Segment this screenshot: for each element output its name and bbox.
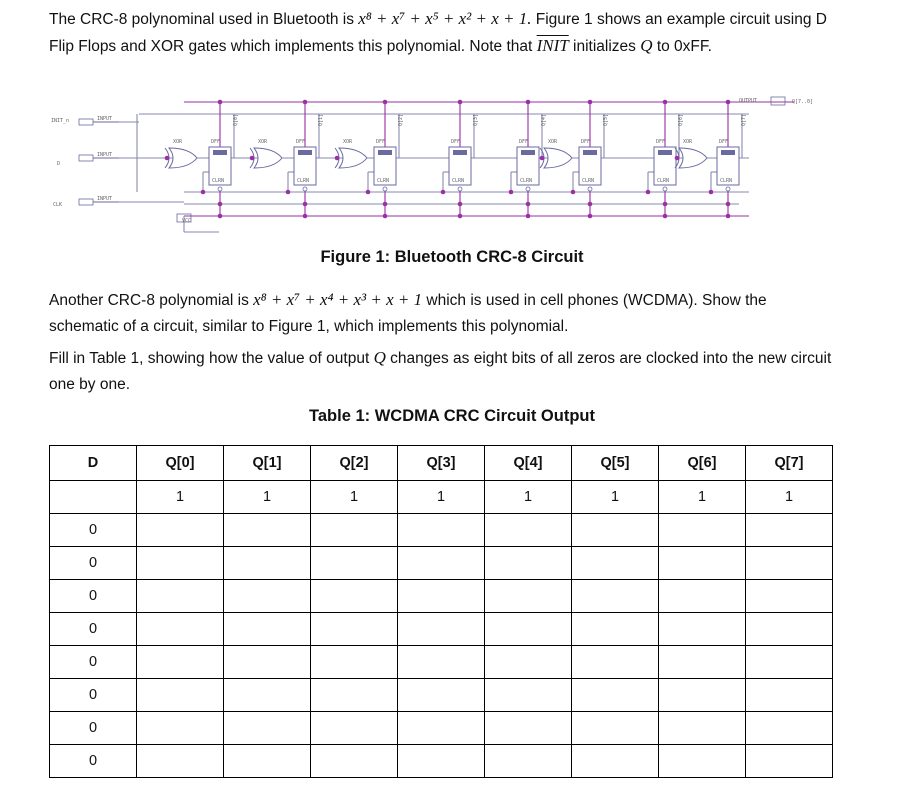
dff-label: DFF: [719, 139, 729, 145]
column-header: Q[4]: [485, 446, 572, 481]
table-cell: 0: [50, 547, 137, 580]
junction-dot: [709, 190, 714, 195]
q-output-label: Q[7..0]: [792, 99, 814, 105]
prn-pin: [213, 150, 227, 155]
table-cell[interactable]: 1: [659, 481, 746, 514]
table-cell[interactable]: [485, 646, 572, 679]
xor-gate: [679, 148, 707, 168]
table-cell[interactable]: [137, 514, 224, 547]
junction-dot: [588, 202, 593, 207]
wcdma-polynomial: x⁸ + x⁷ + x⁴ + x³ + x + 1: [253, 290, 423, 309]
table-row: [50, 712, 833, 745]
table-row: [50, 514, 833, 547]
xor-label: XOR: [173, 139, 183, 145]
junction-dot: [526, 214, 531, 219]
clrn-label: CLRN: [657, 178, 670, 184]
table-cell[interactable]: [485, 580, 572, 613]
junction-dot: [303, 100, 308, 105]
vcc-label: VCC: [182, 218, 192, 224]
clrn-bubble: [726, 187, 730, 191]
table-cell: 0: [50, 712, 137, 745]
table-cell[interactable]: [137, 679, 224, 712]
table-caption: Table 1: WCDMA CRC Circuit Output: [309, 407, 595, 425]
prn-pin: [453, 150, 467, 155]
table-cell[interactable]: 1: [485, 481, 572, 514]
table-cell: 0: [50, 745, 137, 778]
table-cell[interactable]: [398, 679, 485, 712]
dff-label: DFF: [376, 139, 386, 145]
junction-dot: [675, 156, 680, 161]
xor-label: XOR: [258, 139, 268, 145]
clrn-bubble: [526, 187, 530, 191]
table-cell[interactable]: 1: [398, 481, 485, 514]
junction-dot: [383, 100, 388, 105]
table-cell[interactable]: [137, 547, 224, 580]
intro-text-4: to 0xFF.: [652, 38, 712, 55]
junction-dot: [726, 202, 731, 207]
prn-pin: [378, 150, 392, 155]
table-cell[interactable]: [224, 613, 311, 646]
table-cell[interactable]: [137, 613, 224, 646]
table-cell[interactable]: [485, 679, 572, 712]
table-cell[interactable]: [398, 580, 485, 613]
junction-dot: [726, 100, 731, 105]
clrn-bubble: [218, 187, 222, 191]
column-header: Q[3]: [398, 446, 485, 481]
table-cell[interactable]: [311, 712, 398, 745]
table-cell[interactable]: [485, 712, 572, 745]
table-cell: 0: [50, 613, 137, 646]
q-symbol-2: Q: [373, 348, 386, 367]
input-buffer-label: INPUT: [97, 196, 113, 202]
junction-dot: [588, 100, 593, 105]
clrn-label: CLRN: [212, 178, 225, 184]
table-cell: 0: [50, 679, 137, 712]
intro-text-3: initializes: [568, 38, 641, 55]
junction-dot: [335, 156, 340, 161]
table-cell[interactable]: [485, 613, 572, 646]
clrn-label: CLRN: [520, 178, 533, 184]
junction-dot: [663, 202, 668, 207]
xor-gate: [339, 148, 367, 168]
junction-dot: [218, 214, 223, 219]
clrn-bubble: [663, 187, 667, 191]
dff-label: DFF: [211, 139, 221, 145]
table-cell[interactable]: [659, 580, 746, 613]
d-input-label: D: [57, 161, 61, 167]
junction-dot: [458, 100, 463, 105]
table-cell[interactable]: [746, 745, 833, 778]
clrn-label: CLRN: [720, 178, 733, 184]
table-cell: 0: [50, 646, 137, 679]
table-header-row: [50, 446, 833, 481]
table-cell[interactable]: [659, 646, 746, 679]
junction-dot: [286, 190, 291, 195]
q-tap-label: Q[1]: [318, 113, 324, 126]
table-cell[interactable]: [572, 679, 659, 712]
junction-dot: [458, 202, 463, 207]
table-cell: 0: [50, 580, 137, 613]
table-cell[interactable]: [572, 646, 659, 679]
prn-pin: [721, 150, 735, 155]
table-cell[interactable]: [485, 547, 572, 580]
table-cell[interactable]: [659, 514, 746, 547]
junction-dot: [303, 202, 308, 207]
xor-gate: [544, 148, 572, 168]
prn-pin: [658, 150, 672, 155]
table-cell[interactable]: [224, 547, 311, 580]
table-cell[interactable]: [137, 646, 224, 679]
column-header: Q[5]: [572, 446, 659, 481]
table-cell[interactable]: [746, 580, 833, 613]
output-label: OUTPUT: [739, 98, 758, 104]
table-cell[interactable]: [311, 514, 398, 547]
init-input-label: INIT_n: [51, 118, 70, 124]
intro-text-2: Figure 1 shows an example circuit using D Flip Flops and XOR gates which implements this polynomial. Note that: [49, 11, 827, 55]
junction-dot: [526, 100, 531, 105]
xor-gate: [169, 148, 197, 168]
clrn-label: CLRN: [582, 178, 595, 184]
table-row: [50, 646, 833, 679]
table-cell[interactable]: [746, 514, 833, 547]
table-row: [50, 547, 833, 580]
clrn-bubble: [458, 187, 462, 191]
junction-dot: [663, 214, 668, 219]
junction-dot: [366, 190, 371, 195]
table-cell[interactable]: [398, 613, 485, 646]
wcdma-crc-table: [49, 445, 833, 778]
prn-pin: [583, 150, 597, 155]
table-cell[interactable]: [659, 712, 746, 745]
xor-label: XOR: [343, 139, 353, 145]
table-cell[interactable]: [746, 613, 833, 646]
intro-text-1: The CRC-8 polynominal used in Bluetooth is: [49, 11, 359, 28]
table-cell[interactable]: 1: [572, 481, 659, 514]
table-cell[interactable]: [659, 679, 746, 712]
clrn-bubble: [383, 187, 387, 191]
table-cell[interactable]: 1: [311, 481, 398, 514]
column-header: D: [50, 446, 137, 481]
junction-dot: [646, 190, 651, 195]
input-buffer-label: INPUT: [97, 116, 113, 122]
table-cell: [50, 481, 137, 514]
table-cell[interactable]: [224, 580, 311, 613]
table-cell[interactable]: [224, 514, 311, 547]
table-cell[interactable]: [398, 712, 485, 745]
input-buffer-label: INPUT: [97, 152, 113, 158]
column-header: Q[6]: [659, 446, 746, 481]
junction-dot: [663, 100, 668, 105]
table-cell[interactable]: [398, 646, 485, 679]
q-tap-label: Q[0]: [233, 113, 239, 126]
junction-dot: [250, 156, 255, 161]
crc-circuit-schematic: [49, 92, 839, 244]
clk-input-pin: [79, 199, 93, 205]
table-cell[interactable]: [572, 613, 659, 646]
junction-dot: [165, 156, 170, 161]
dff-label: DFF: [451, 139, 461, 145]
table-cell[interactable]: [746, 547, 833, 580]
para2-text-1: Another CRC-8 polynomial is: [49, 292, 254, 309]
para3-text-2: changes as eight bits of all zeros are clocked into the new circuit one by one.: [49, 350, 832, 393]
table-cell[interactable]: [398, 547, 485, 580]
prn-pin: [298, 150, 312, 155]
table-cell[interactable]: [224, 712, 311, 745]
junction-dot: [726, 214, 731, 219]
figure-caption: Figure 1: Bluetooth CRC-8 Circuit: [320, 248, 584, 266]
table-row: [50, 745, 833, 778]
table-cell[interactable]: [746, 712, 833, 745]
dff-label: DFF: [656, 139, 666, 145]
junction-dot: [509, 190, 514, 195]
table-cell[interactable]: [485, 745, 572, 778]
junction-dot: [526, 202, 531, 207]
xor-label: XOR: [683, 139, 693, 145]
bluetooth-polynomial: x⁸ + x⁷ + x⁵ + x² + x + 1.: [358, 9, 532, 28]
junction-dot: [458, 214, 463, 219]
table-cell[interactable]: 1: [137, 481, 224, 514]
junction-dot: [383, 214, 388, 219]
para3-text-1: Fill in Table 1, showing how the value of output: [49, 350, 374, 367]
clrn-label: CLRN: [297, 178, 310, 184]
wcdma-paragraph: [49, 287, 839, 340]
table-cell[interactable]: [746, 679, 833, 712]
clk-input-label: CLK: [53, 202, 63, 208]
q-tap-label: Q[5]: [603, 113, 609, 126]
table-cell[interactable]: 1: [224, 481, 311, 514]
table-cell[interactable]: [311, 580, 398, 613]
junction-dot: [383, 202, 388, 207]
xor-label: XOR: [548, 139, 558, 145]
q-tap-label: Q[2]: [398, 113, 404, 126]
intro-paragraph: [49, 6, 839, 60]
para2-text-2: which is used in cell phones (WCDMA). Show the schematic of a circuit, similar to Figure 1, which implements this polynomial.: [49, 292, 767, 335]
table-cell[interactable]: 1: [746, 481, 833, 514]
table-cell[interactable]: [137, 745, 224, 778]
dff-label: DFF: [581, 139, 591, 145]
table-cell[interactable]: [572, 547, 659, 580]
table-cell[interactable]: [659, 745, 746, 778]
table-cell[interactable]: [224, 646, 311, 679]
q-symbol: Q: [640, 36, 653, 55]
prn-pin: [521, 150, 535, 155]
table-cell[interactable]: [311, 547, 398, 580]
junction-dot: [218, 100, 223, 105]
junction-dot: [218, 202, 223, 207]
junction-dot: [588, 214, 593, 219]
table-instructions: [49, 345, 839, 398]
column-header: Q[2]: [311, 446, 398, 481]
junction-dot: [201, 190, 206, 195]
d-input-pin: [79, 155, 93, 161]
clrn-bubble: [303, 187, 307, 191]
q-tap-label: Q[4]: [541, 113, 547, 126]
table-row: [50, 679, 833, 712]
q-tap-label: Q[6]: [678, 113, 684, 126]
table-cell[interactable]: [485, 514, 572, 547]
table-cell[interactable]: [311, 745, 398, 778]
junction-dot: [540, 156, 545, 161]
table-cell[interactable]: [572, 745, 659, 778]
table-cell[interactable]: [311, 646, 398, 679]
column-header: Q[7]: [746, 446, 833, 481]
table-cell[interactable]: [572, 580, 659, 613]
clrn-label: CLRN: [452, 178, 465, 184]
q-tap-label: Q[7]: [741, 113, 747, 126]
table-row: [50, 580, 833, 613]
table-cell[interactable]: [311, 613, 398, 646]
table-cell[interactable]: [224, 745, 311, 778]
table-cell[interactable]: [572, 712, 659, 745]
init-signal: INIT: [536, 36, 569, 55]
table-row: [50, 613, 833, 646]
table-cell[interactable]: [311, 679, 398, 712]
table-cell[interactable]: [224, 679, 311, 712]
column-header: Q[0]: [137, 446, 224, 481]
dff-label: DFF: [296, 139, 306, 145]
table-cell: 0: [50, 514, 137, 547]
output-pin: [771, 97, 785, 105]
table-cell[interactable]: [659, 547, 746, 580]
junction-dot: [441, 190, 446, 195]
table-cell[interactable]: [398, 745, 485, 778]
dff-label: DFF: [519, 139, 529, 145]
xor-gate: [254, 148, 282, 168]
table-cell[interactable]: [137, 580, 224, 613]
junction-dot: [303, 214, 308, 219]
table-cell[interactable]: [659, 613, 746, 646]
junction-dot: [571, 190, 576, 195]
table-cell[interactable]: [746, 646, 833, 679]
column-header: Q[1]: [224, 446, 311, 481]
table-row: [50, 481, 833, 514]
table-cell[interactable]: [137, 712, 224, 745]
table-cell[interactable]: [572, 514, 659, 547]
clrn-bubble: [588, 187, 592, 191]
clrn-label: CLRN: [377, 178, 390, 184]
q-tap-label: Q[3]: [473, 113, 479, 126]
init-input-pin: [79, 119, 93, 125]
table-cell[interactable]: [398, 514, 485, 547]
